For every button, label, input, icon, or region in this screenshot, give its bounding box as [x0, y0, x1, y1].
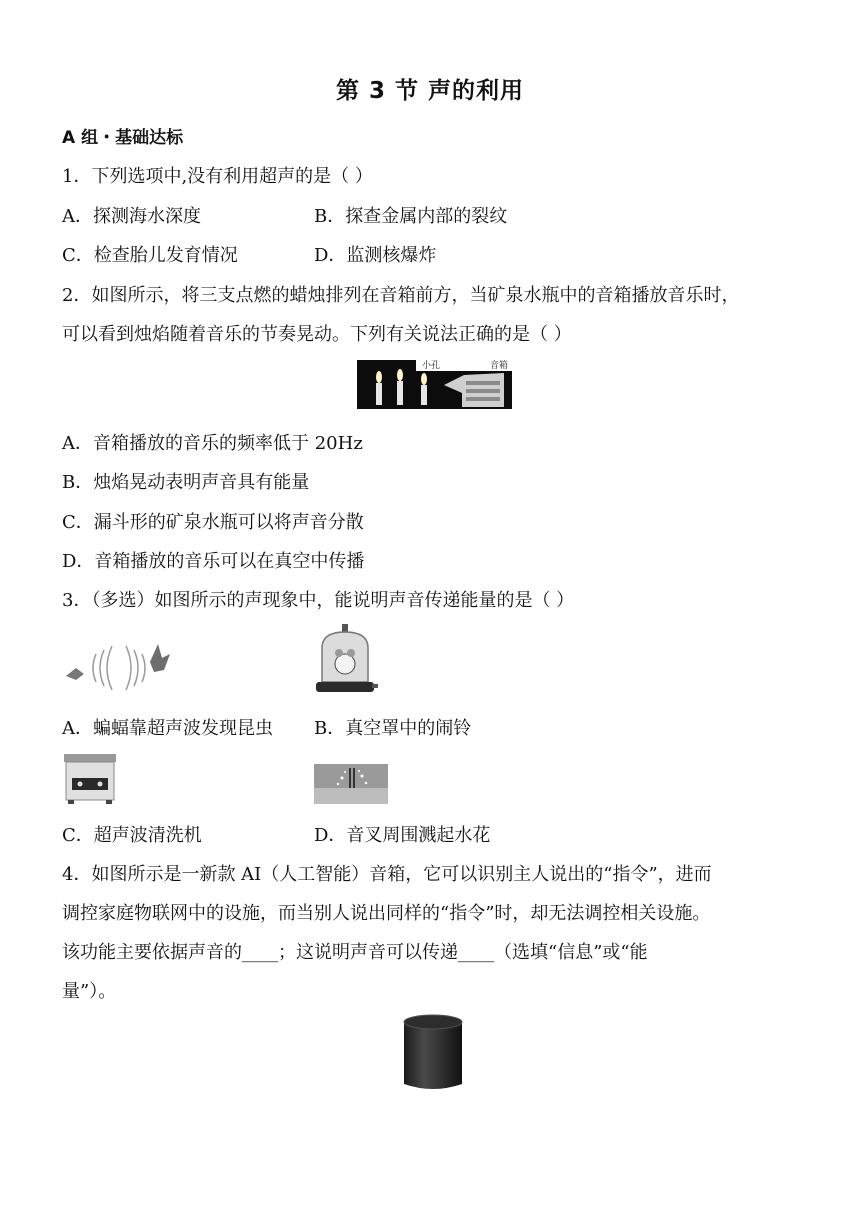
q1-stem: 1．下列选项中,没有利用超声的是（ ） [62, 166, 373, 187]
q1-option-b: B．探查金属内部的裂纹 [314, 206, 508, 227]
page-title: 第 3 节 声的利用 [335, 78, 525, 104]
figure-label-speaker: 音箱 [490, 361, 509, 371]
q4-line3: 该功能主要依据声音的____；这说明声音可以传递____（选填“信息”或“能 [62, 942, 648, 963]
q3-stem: 3．（多选）如图所示的声现象中，能说明声音传递能量的是（ ） [62, 590, 575, 611]
q2-stem-line2: 可以看到烛焰随着音乐的节奏晃动。下列有关说法正确的是（ ） [62, 324, 572, 345]
q1-option-d: D．监测核爆炸 [314, 245, 437, 266]
q3-option-b: B．真空罩中的闹铃 [314, 718, 472, 739]
candles-speaker-figure [354, 357, 512, 409]
tuning-fork-splash-figure [314, 764, 388, 804]
bell-jar-figure [312, 622, 378, 700]
group-label: A 组・基础达标 [62, 128, 184, 148]
q4-line2: 调控家庭物联网中的设施，而当别人说出同样的“指令”时，却无法调控相关设施。 [62, 903, 711, 924]
ai-speaker-figure [400, 1010, 466, 1094]
q1-option-a: A．探测海水深度 [62, 206, 201, 227]
q2-option-a: A．音箱播放的音乐的频率低于 20Hz [62, 433, 363, 454]
q4-line4: 量”）。 [62, 981, 117, 1002]
q1-option-c: C．检查胎儿发育情况 [62, 245, 238, 266]
q2-option-b: B．烛焰晃动表明声音具有能量 [62, 472, 310, 493]
q3-option-a: A．蝙蝠靠超声波发现昆虫 [62, 718, 273, 739]
q4-line1: 4．如图所示是一新款 AI（人工智能）音箱，它可以识别主人说出的“指令”，进而 [62, 864, 712, 885]
q3-option-d: D．音叉周围溅起水花 [314, 825, 491, 846]
figure-label-hole: 小孔 [422, 361, 441, 371]
q2-option-c: C．漏斗形的矿泉水瓶可以将声音分散 [62, 512, 364, 533]
q2-option-d: D．音箱播放的音乐可以在真空中传播 [62, 551, 365, 572]
q3-option-c: C．超声波清洗机 [62, 825, 202, 846]
q2-stem-line1: 2．如图所示，将三支点燃的蜡烛排列在音箱前方，当矿泉水瓶中的音箱播放音乐时， [62, 285, 740, 306]
bat-insect-figure [62, 634, 172, 698]
ultrasonic-cleaner-figure [62, 752, 118, 806]
